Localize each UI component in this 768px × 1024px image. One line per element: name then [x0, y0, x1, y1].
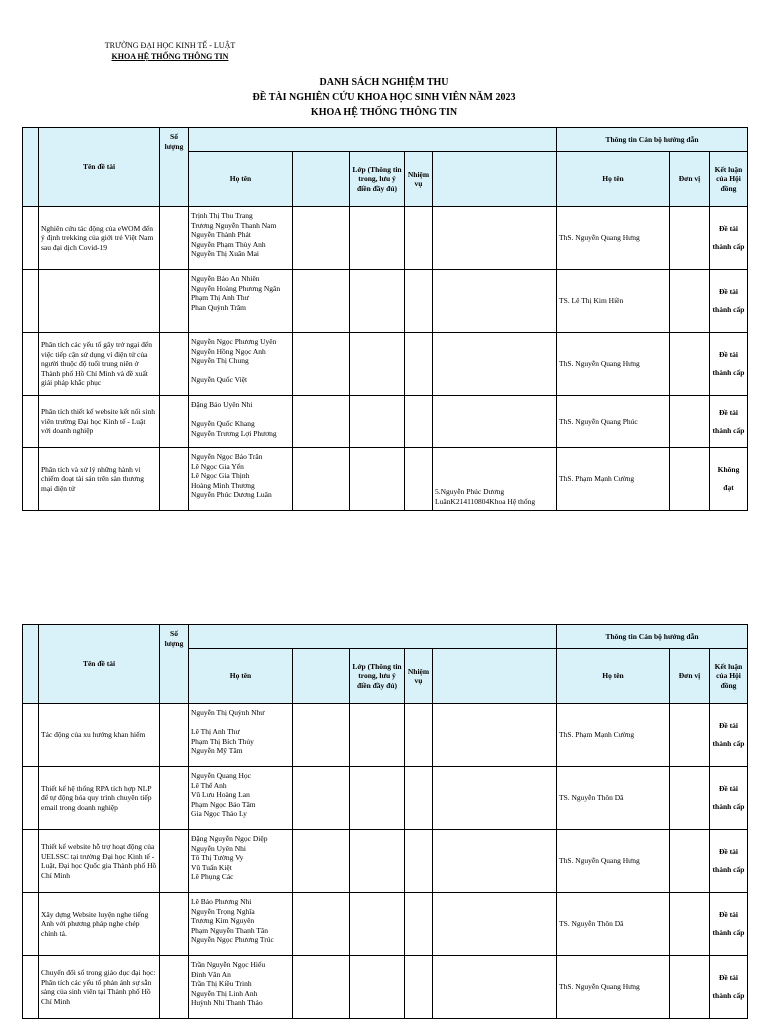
col-count-header: Số lượng [160, 128, 189, 207]
unit-cell [670, 704, 710, 767]
col-count-header: Số lượng [160, 625, 189, 704]
members-cell: Nguyễn Ngọc Bảo Trân Lê Ngọc Gia Yến Lê Ngọc Gia Thịnh Hoàng Minh Thương Nguyễn Phúc Dương Luân [189, 448, 293, 511]
members-cell: Lê Bảo Phương Nhi Nguyễn Trọng Nghĩa Trương Kim Nguyên Phạm Nguyễn Thanh Tân Nguyễn Ngọc Phương Trúc [189, 893, 293, 956]
result-cell: Đề tài thành cấp [710, 830, 748, 893]
col-advisor-name-header: Họ tên [557, 649, 670, 704]
result-cell: Đề tài thành cấp [710, 207, 748, 270]
class-cell [350, 830, 405, 893]
task-cell [405, 830, 433, 893]
blank-cell [293, 767, 350, 830]
task-cell [405, 704, 433, 767]
advisor-cell: ThS. Nguyễn Quang Hưng [557, 830, 670, 893]
col-unit-header: Đơn vị [670, 649, 710, 704]
table-row [23, 704, 748, 767]
members-cell: Nguyễn Ngọc Phương Uyên Nguyễn Hồng Ngọc Anh Nguyễn Thị Chung Nguyễn Quốc Việt [189, 333, 293, 396]
col-blank-group-header [189, 625, 557, 649]
faculty-name: KHOA HỆ THỐNG THÔNG TIN [111, 52, 229, 61]
note-cell [433, 207, 557, 270]
topic-cell: Tác động của xu hướng khan hiếm [39, 704, 160, 767]
note-cell [433, 333, 557, 396]
blank-cell [293, 956, 350, 1019]
col-blank-group-header [189, 128, 557, 152]
note-cell [433, 830, 557, 893]
title-line-2: ĐỀ TÀI NGHIÊN CỨU KHOA HỌC SINH VIÊN NĂM 2023 [252, 92, 516, 103]
col-unit-header: Đơn vị [670, 152, 710, 207]
count-cell [160, 956, 189, 1019]
table-row [23, 396, 748, 448]
acceptance-table-2 [22, 624, 748, 1019]
col-task-header: Nhiệm vụ [405, 649, 433, 704]
class-cell [350, 333, 405, 396]
col-advisor-info-header: Thông tin Cán bộ hướng dẫn [557, 128, 748, 152]
topic-cell: Phân tích thiết kế website kết nối sinh viên trường Đại học Kinh tế - Luật với doanh nghiệp [39, 396, 160, 448]
members-cell: Nguyễn Thị Quỳnh Như Lê Thị Anh Thư Phạm Thị Bích Thủy Nguyễn Mỹ Tâm [189, 704, 293, 767]
class-cell [350, 704, 405, 767]
blank-cell [293, 830, 350, 893]
members-cell: Trần Nguyễn Ngọc Hiếu Đinh Văn An Trần Thị Kiều Trinh Nguyễn Thị Linh Anh Huỳnh Nhi Thanh Thảo [189, 956, 293, 1019]
result-cell: Không đạt [710, 448, 748, 511]
class-cell [350, 396, 405, 448]
blank-cell [293, 893, 350, 956]
task-cell [405, 956, 433, 1019]
topic-cell: Thiết kế hệ thống RPA tích hợp NLP để tự động hóa quy trình chuyên tiếp email trong doanh nghiệp [39, 767, 160, 830]
blank-cell [293, 207, 350, 270]
row-index-cell [23, 396, 39, 448]
col-topic-header: Tên đề tài [39, 625, 160, 704]
table-row [23, 893, 748, 956]
acceptance-table-1 [22, 127, 748, 511]
blank-cell [293, 270, 350, 333]
topic-cell: Nghiên cứu tác động của eWOM đến ý định trekking của giới trẻ Việt Nam sau đại dịch Covid-19 [39, 207, 160, 270]
blank-cell [293, 448, 350, 511]
task-cell [405, 396, 433, 448]
count-cell [160, 830, 189, 893]
table-row [23, 767, 748, 830]
col-blank-header-2 [433, 152, 557, 207]
count-cell [160, 396, 189, 448]
result-cell: Đề tài thành cấp [710, 396, 748, 448]
count-cell [160, 207, 189, 270]
unit-cell [670, 767, 710, 830]
unit-cell [670, 333, 710, 396]
col-result-header: Kết luận của Hội đồng [710, 152, 748, 207]
table-row [23, 448, 748, 511]
members-cell: Đặng Bảo Uyên Nhi Nguyễn Quốc Khang Nguyễn Trương Lợi Phương [189, 396, 293, 448]
title-line-3: KHOA HỆ THỐNG THÔNG TIN [310, 107, 458, 118]
blank-cell [293, 396, 350, 448]
note-cell [433, 270, 557, 333]
col-index-header [23, 128, 39, 207]
result-cell: Đề tài thành cấp [710, 893, 748, 956]
count-cell [160, 893, 189, 956]
row-index-cell [23, 956, 39, 1019]
advisor-cell: ThS. Phạm Mạnh Cường [557, 704, 670, 767]
members-cell: Đặng Nguyễn Ngọc Diệp Nguyễn Uyên Nhi Tô Thị Tường Vy Vũ Tuấn Kiệt Lê Phụng Các [189, 830, 293, 893]
col-class-header: Lớp (Thông tin trong, lưu ý điền đầy đủ) [350, 152, 405, 207]
note-cell [433, 704, 557, 767]
result-cell: Đề tài thành cấp [710, 704, 748, 767]
row-index-cell [23, 704, 39, 767]
class-cell [350, 270, 405, 333]
result-cell: Đề tài thành cấp [710, 333, 748, 396]
advisor-cell: ThS. Nguyễn Quang Hưng [557, 956, 670, 1019]
topic-cell: Phân tích và xử lý những hành vi chiếm đoạt tài sản trên sàn thương mại điện tử [39, 448, 160, 511]
topic-cell: Thiết kế website hỗ trợ hoạt động của UELSSC tại trường Đại học Kinh tế - Luật, Đại học Quốc gia Thành phố Hồ Chí Minh [39, 830, 160, 893]
advisor-cell: ThS. Nguyễn Quang Phúc [557, 396, 670, 448]
count-cell [160, 704, 189, 767]
task-cell [405, 767, 433, 830]
task-cell [405, 448, 433, 511]
table-row [23, 270, 748, 333]
note-cell [433, 396, 557, 448]
col-blank-header [293, 649, 350, 704]
count-cell [160, 270, 189, 333]
col-member-name-header: Họ tên [189, 649, 293, 704]
class-cell [350, 207, 405, 270]
task-cell [405, 270, 433, 333]
class-cell [350, 767, 405, 830]
col-advisor-info-header: Thông tin Cán bộ hướng dẫn [557, 625, 748, 649]
title-line-1: DANH SÁCH NGHIỆM THU [319, 77, 449, 88]
row-index-cell [23, 767, 39, 830]
university-name: TRƯỜNG ĐẠI HỌC KINH TẾ - LUẬT [104, 41, 236, 50]
class-cell [350, 893, 405, 956]
col-member-name-header: Họ tên [189, 152, 293, 207]
row-index-cell [23, 333, 39, 396]
unit-cell [670, 448, 710, 511]
col-index-header [23, 625, 39, 704]
note-cell [433, 767, 557, 830]
row-index-cell [23, 893, 39, 956]
class-cell [350, 448, 405, 511]
topic-cell [39, 270, 160, 333]
col-result-header: Kết luận của Hội đồng [710, 649, 748, 704]
class-cell [350, 956, 405, 1019]
table-row [23, 207, 748, 270]
col-blank-header-2 [433, 649, 557, 704]
result-cell: Đề tài thành cấp [710, 767, 748, 830]
blank-cell [293, 333, 350, 396]
col-task-header: Nhiệm vụ [405, 152, 433, 207]
members-cell: Nguyễn Bảo An Nhiên Nguyễn Hoàng Phương Ngân Phạm Thị Anh Thư Phan Quỳnh Trâm [189, 270, 293, 333]
row-index-cell [23, 830, 39, 893]
count-cell [160, 333, 189, 396]
university-header [80, 40, 260, 62]
topic-cell: Chuyển đổi số trong giáo dục đại học: Phân tích các yếu tố phản ánh sự sẵn sàng của sinh viên tại Thành phố Hồ Chí Minh [39, 956, 160, 1019]
unit-cell [670, 893, 710, 956]
unit-cell [670, 270, 710, 333]
col-class-header: Lớp (Thông tin trong, lưu ý điền đầy đủ) [350, 649, 405, 704]
members-cell: Trịnh Thị Thu Trang Trương Nguyễn Thanh Nam Nguyễn Thành Phát Nguyễn Phạm Thùy Anh Nguyễn Thị Xuân Mai [189, 207, 293, 270]
advisor-cell: TS. Nguyễn Thôn Dã [557, 767, 670, 830]
unit-cell [670, 396, 710, 448]
table-row [23, 956, 748, 1019]
task-cell [405, 333, 433, 396]
members-cell: Nguyễn Quang Học Lê Thế Anh Vũ Lưu Hoàng Lan Phạm Ngọc Bảo Tâm Gia Ngọc Thảo Ly [189, 767, 293, 830]
note-cell [433, 893, 557, 956]
col-advisor-name-header: Họ tên [557, 152, 670, 207]
count-cell [160, 448, 189, 511]
row-index-cell [23, 448, 39, 511]
col-blank-header [293, 152, 350, 207]
task-cell [405, 893, 433, 956]
count-cell [160, 767, 189, 830]
topic-cell: Xây dựng Website luyện nghe tiếng Anh với phương pháp nghe chép chính tả. [39, 893, 160, 956]
advisor-cell: TS. Lê Thị Kim Hiền [557, 270, 670, 333]
note-cell [433, 956, 557, 1019]
col-topic-header: Tên đề tài [39, 128, 160, 207]
row-index-cell [23, 270, 39, 333]
result-cell: Đề tài thành cấp [710, 270, 748, 333]
advisor-cell: TS. Nguyễn Thôn Dã [557, 893, 670, 956]
unit-cell [670, 207, 710, 270]
unit-cell [670, 956, 710, 1019]
table-row [23, 333, 748, 396]
unit-cell [670, 830, 710, 893]
advisor-cell: ThS. Nguyễn Quang Hưng [557, 333, 670, 396]
result-cell: Đề tài thành cấp [710, 956, 748, 1019]
topic-cell: Phân tích các yếu tố gây trở ngại đến việc tiếp cận sử dụng ví điện tử của người thuộc độ tuổi trung niên ở Thành phố Hồ Chí Minh và đề xuất giải pháp khắc phục [39, 333, 160, 396]
blank-cell [293, 704, 350, 767]
note-cell: 5.Nguyễn Phúc Dương LuânK214110804Khoa Hệ thống [433, 448, 557, 511]
row-index-cell [23, 207, 39, 270]
advisor-cell: ThS. Phạm Mạnh Cường [557, 448, 670, 511]
document-title [0, 75, 768, 120]
task-cell [405, 207, 433, 270]
advisor-cell: ThS. Nguyễn Quang Hưng [557, 207, 670, 270]
table-row [23, 830, 748, 893]
